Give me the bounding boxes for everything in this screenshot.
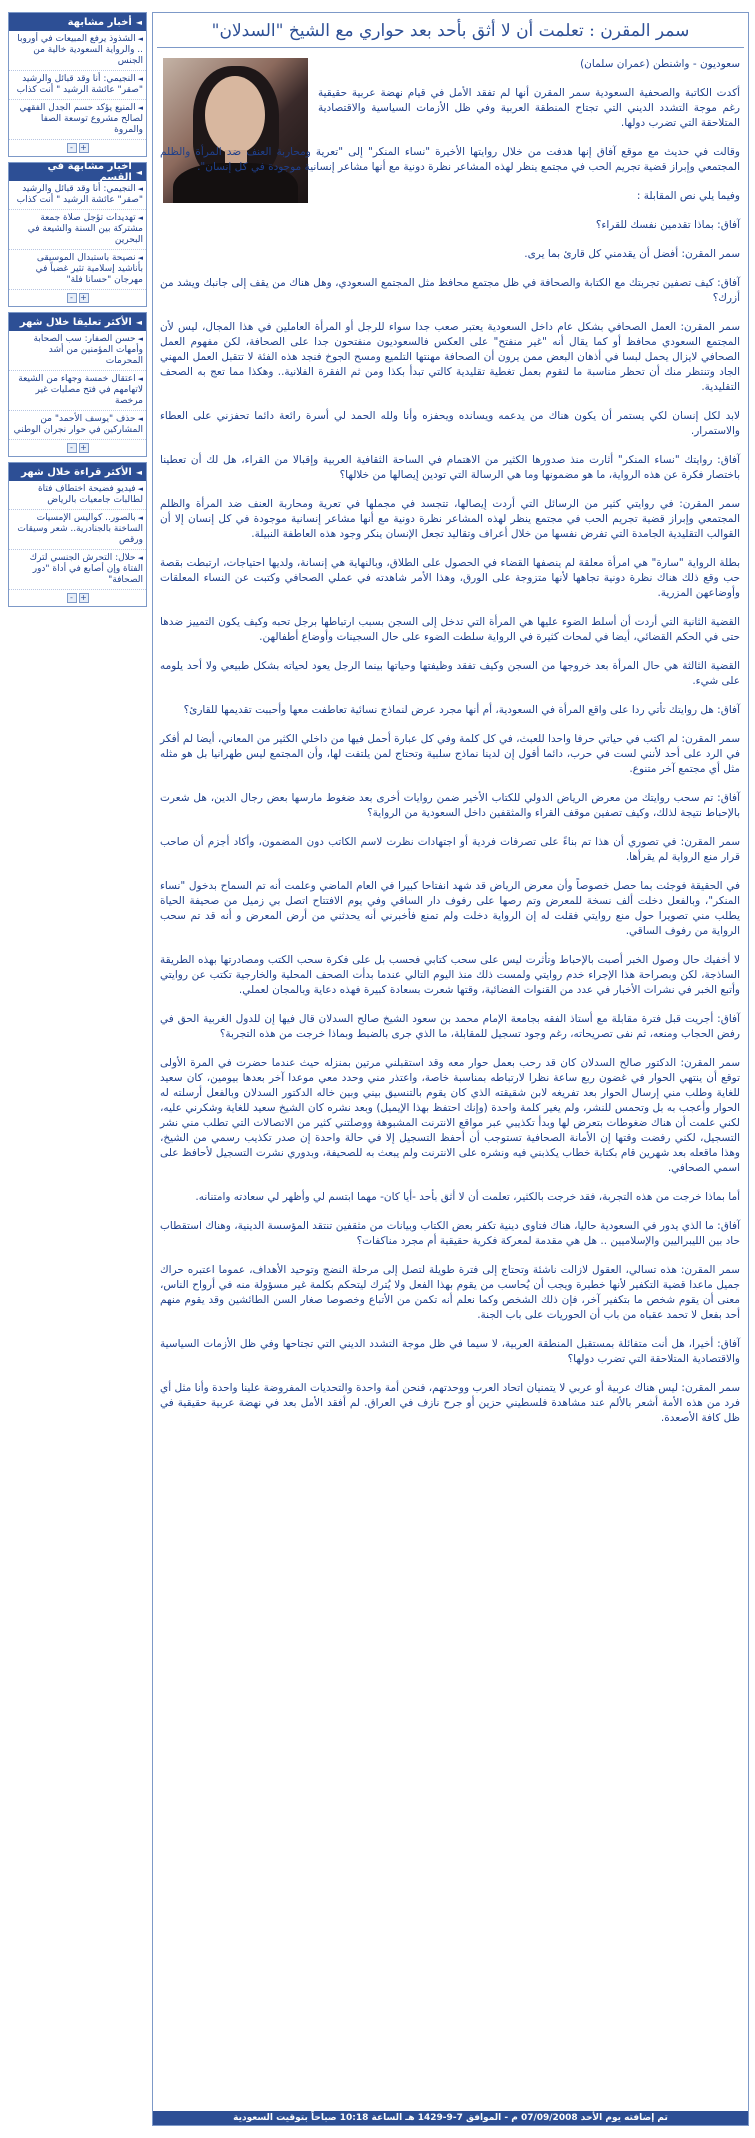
sidebar-link-text[interactable]: بالصور.. كواليس الإمسيات الساخنة بالجنادرية.. شعر وسيقات ورقص xyxy=(17,513,143,545)
article-panel xyxy=(152,12,749,2126)
article-paragraph: في الحقيقة فوجئت بما حصل خصوصاً وأن معرض الرياض قد شهد انفتاحا كبيرا في العام الماضي وعلمت أنه تم السماح بدخول "نساء المنكر"، وبالفعل دخلت ألف نسخة للمعرض وتم رصها على رفوف دار الساقي وفي يوم الافتتاح اتصل بي زميل من صحيفة الحياة يطلب مني تصويرا حول منع روايتي فقلت له إن الرواية دخلت ولم تمنع فأخبرني أنه يحدثني من أرض المعرض و أنه قد تم سحب الرواية من رفوف الساقي. xyxy=(160,880,740,937)
publish-footer: تم إضافته يوم الأحد 07/09/2008 م - الموافق 7-9-1429 هـ الساعة 10:18 صباحاً بتوقيت السعودية xyxy=(153,2111,748,2125)
bullet-icon: ◄ xyxy=(137,375,143,383)
article-paragraph: آفاق: ما الذي يدور في السعودية حاليا، هناك فتاوى دينية تكفر بعض الكتاب وبيانات من مثقفين تنتقد المؤسسة الدينية، وهناك استقطاب حاد بين الليبراليين والإسلاميين .. هل هي مقدمة لمعركة فكرية حقيقية أم مجرد مناكفات؟ xyxy=(160,1220,740,1247)
bullet-icon: ◄ xyxy=(137,104,143,112)
article-paragraph: آفاق: أجريت قبل فترة مقابلة مع أستاذ الفقه بجامعة الإمام محمد بن سعود الشيخ صالح السدلان قال فيها إن للدول الغربية الحق في رفض الحجاب ومنعه، ثم نفى تصريحاته، رغم وجود تسجيل للمقابلة، ما الذي جرى بالضبط وبماذا خرجت من هذه التجربة؟ xyxy=(160,1013,740,1040)
sidebar-section-most-read xyxy=(8,462,147,607)
sidebar-link-text[interactable]: حسن الصفار: سب الصحابة وأمهات المؤمنين من أشد المحرمات xyxy=(33,334,143,366)
article-paragraph: سمر المقرن: العمل الصحافي بشكل عام داخل السعودية يعتبر صعب جدا سواء للرجل أو المرأة العاملين في هذا المجال، ليس لأن المجتمع السعودي محافظ أو كما يقال أنه "غير منفتح" على العكس فالسعوديون منفتحون جدا على الصحافة، لكن مفهوم العمل الصحافي لايزال يحمل لبسا في أذهان البعض ممن يرون أن الصحافة مهنتها التلميع ومسح الجوخ فنجد هذه الفئة لا تتقبل العمل المهني الجاد وتنتظر منك أن تحظر مناسبة ما لتقوم بعمل تغطية تقليدية كالتي تبدأ بكذا ومن ثم الفقرة الفلانية.. وهكذا مما تعج به الصحف التقليدية. xyxy=(160,321,740,393)
arrow-left-icon: ◄ xyxy=(135,17,142,27)
sidebar-section-controls xyxy=(9,590,146,606)
sidebar-section-header xyxy=(9,313,146,331)
collapse-button[interactable]: - xyxy=(67,593,77,603)
sidebar-section-most-commented xyxy=(8,312,147,457)
article-paragraph: سمر المقرن: في تصوري أن هذا تم بناءً على تصرفات فردية أو اجتهادات نظرت لاسم الكاتب دون المضمون، وأكاد أجزم أن صاحب قرار منع الرواية لم يقرأها. xyxy=(160,836,740,863)
article-title: سمر المقرن : تعلمت أن لا أثق بأحد بعد حواري مع الشيخ "السدلان" xyxy=(157,13,744,48)
article-paragraph: سمر المقرن: ليس هناك عربية أو عربي لا يتمنيان اتحاد العرب ووحدتهم، فنحن أمة واحدة والتحديات المفروضة علينا واحدة وأنا مثل أي فرد من هذه الأمة أشعر بالألم عند مشاهدة فلسطيني حزين أو جرح نازف في العراق. لم أفقد الأمل بعد في نهضة عربية حقيقية في ظل كافة الأصعدة. xyxy=(160,1382,740,1424)
collapse-button[interactable]: - xyxy=(67,443,77,453)
sidebar-link[interactable] xyxy=(9,331,146,371)
sidebar-link[interactable] xyxy=(9,371,146,411)
article-paragraph: وقالت في حديث مع موقع آفاق إنها هدفت من خلال روايتها الأخيرة "نساء المنكر" إلى "تعرية ومحاربة العنف ضد المرأة والظلم المجتمعي وإبراز قضية تجريم الحب في مجتمع ينظر لهذه المشاعر نظرة دونية مع أنها مشاعر إنسانية موجودة في كل إنسان". xyxy=(160,146,740,173)
sidebar-link[interactable] xyxy=(9,181,146,210)
bullet-icon: ◄ xyxy=(137,214,143,222)
article-paragraph: القضية الثالثة هي حال المرأة بعد خروجها من السجن وكيف تفقد وظيفتها وحياتها بينما الرجل يعود لحياته بشكل طبيعي ولا أحد يلومه على شيء. xyxy=(160,660,740,687)
sidebar-link[interactable] xyxy=(9,411,146,440)
bullet-icon: ◄ xyxy=(137,185,143,193)
bullet-icon: ◄ xyxy=(137,35,143,43)
sidebar-link[interactable] xyxy=(9,481,146,510)
sidebar-link-text[interactable]: اعتقال خمسة وجهاء من الشيعة لاتهامهم في فتح مصليات غير مرخصة xyxy=(18,374,143,406)
bullet-icon: ◄ xyxy=(137,254,143,262)
sidebar-section-controls xyxy=(9,290,146,306)
sidebar-link[interactable] xyxy=(9,100,146,140)
article-paragraph: آفاق: بماذا تقدمين نفسك للقراء؟ xyxy=(595,219,740,231)
bullet-icon: ◄ xyxy=(137,554,143,562)
section-title: أخبار مشابهة xyxy=(67,16,132,28)
dateline: سعوديون - واشنطن (عمران سلمان) xyxy=(580,58,740,70)
sidebar-link-text[interactable]: النجيمي: أنا وقد قبائل والرشيد "صقر" عائشة الرشيد " أنت كذاب xyxy=(16,74,143,95)
article-paragraph: لابد لكل إنسان لكي يستمر أن يكون هناك من يدعمه ويسانده ويحفزه وأنا ولله الحمد لي أسرة رائعة دائما تحفزني على العطاء والاستمرار. xyxy=(160,410,740,437)
bullet-icon: ◄ xyxy=(137,415,143,423)
section-title: الأكثر تعليقا خلال شهر xyxy=(19,316,132,328)
sidebar-link[interactable] xyxy=(9,31,146,71)
article-body xyxy=(160,57,740,1440)
sidebar-link-text[interactable]: النجيمي: أنا وقد قبائل والرشيد "صقر" عائشة الرشيد " أنت كذاب xyxy=(16,184,143,205)
article-paragraph: سمر المقرن: في روايتي كثير من الرسائل التي أردت إيصالها، تتجسد في مجملها في تعرية ومحاربة العنف ضد المرأة والظلم المجتمعي وإبراز قضية تجريم الحب في مجتمع ينظر لهذه المشاعر نظرة دونية مع أنها مشاعر إنسانية موجودة في كل إنسان إلا أن القوالب التقليدية الجامدة التي تفرض نفسها من خلال أعراف وتقاليد تجعل الإنسان ينكر وجود هذه العاطفة النبيلة. xyxy=(160,498,740,540)
arrow-left-icon: ◄ xyxy=(135,467,142,477)
sidebar-link[interactable] xyxy=(9,250,146,290)
article-paragraph: لا أخفيك حال وصول الخبر أصبت بالإحباط وتأثرت ليس على سحب كتابي فحسب بل على فكرة سحب الكتب ومصادرتها بهذه الطريقة الساذجة، لكن وبصراحة هذا الإجراء خدم روايتي ولمست ذلك منذ اليوم التالي عندما بدأت الصحف المحلية والخارجية تكتب عن روايتي وأتبع الخبر في نشرات الأخبار في عدد من القنوات الفضائية، وقتها شعرت بسعادة كبيرة فهذه دعاية وبالمجان لعملي. xyxy=(160,954,740,996)
bullet-icon: ◄ xyxy=(137,485,143,493)
article-paragraph: بطلة الرواية "سارة" هي امرأة معلقة لم ينصفها القضاء في الحصول على الطلاق، وبالنهاية هي إنسانة، ولديها احتياجات، ارتبطت بقصة حب وقع ذلك هناك نظرة دونية تجاهها لأنها متزوجة على الورق، وهذا الأمر شاهدته في عملي الصحافي وكتبت عن النساء المعلقات وأوضاعهن المزرية. xyxy=(160,557,740,599)
article-paragraph: آفاق: أخيرا، هل أنت متفائلة بمستقبل المنطقة العربية، لا سيما في ظل موجة التشدد الديني التي تجتاحها وفي ظل الأزمات السياسية والاقتصادية المتلاحقة التي تضرب دولها؟ xyxy=(160,1338,740,1365)
collapse-button[interactable]: - xyxy=(67,293,77,303)
sidebar-link[interactable] xyxy=(9,510,146,550)
collapse-button[interactable]: - xyxy=(67,143,77,153)
article-paragraph: سمر المقرن: أفضل أن يقدمني كل قارئ بما يرى. xyxy=(524,248,740,260)
sidebar-link[interactable] xyxy=(9,550,146,590)
article-paragraph: أكدت الكاتبة والصحفية السعودية سمر المقرن أنها لم تفقد الأمل في قيام نهضة عربية حقيقية رغم موجة التشدد الديني التي تجتاح المنطقة العربية وفي ظل الأزمات السياسية والاقتصادية المتلاحقة التي تضرب دولها. xyxy=(318,87,740,129)
sidebar-link-text[interactable]: نصيحة باستبدال الموسيقى بأناشيد إسلامية تثير غضباً في مهرجان "حسانا فلة" xyxy=(35,253,143,285)
bullet-icon: ◄ xyxy=(137,75,143,83)
article-paragraph: آفاق: تم سحب روايتك من معرض الرياض الدولي للكتاب الأخير ضمن روايات أخرى بعد ضغوط مارسها بعض رجال الدين، هل شعرت بالإحباط نتيجة لذلك، وكيف تصفين موقف القراء والمثقفين داخل السعودية من الرواية؟ xyxy=(160,792,740,819)
arrow-left-icon: ◄ xyxy=(135,317,142,327)
sidebar-link-text[interactable]: حذف "يوسف الأحمد" من المشاركين في حوار نجران الوطني xyxy=(13,414,143,435)
sidebar-link-text[interactable]: حلال: التحرش الجنسي لترك الفتاة وإن أصابع في أداة "دور الصحافة" xyxy=(29,553,143,585)
sidebar-section-header xyxy=(9,163,146,181)
expand-button[interactable]: + xyxy=(80,293,87,302)
sidebar-section-controls xyxy=(9,140,146,156)
sidebar-section-header xyxy=(9,463,146,481)
sidebar-section-similar-news xyxy=(8,12,147,157)
sidebar-section-controls xyxy=(9,440,146,456)
bullet-icon: ◄ xyxy=(137,514,143,522)
article-paragraph: وفيما يلي نص المقابلة : xyxy=(636,190,740,202)
arrow-left-icon: ◄ xyxy=(135,167,142,177)
sidebar-link-text[interactable]: المنيع يؤكد حسم الجدل الفقهي لصالح مشروع توسعة الصفا والمروة xyxy=(19,103,143,135)
expand-button[interactable]: + xyxy=(80,443,87,452)
sidebar-link[interactable] xyxy=(9,210,146,250)
sidebar xyxy=(8,12,147,612)
section-title: أخبار مشابهة في القسم xyxy=(47,161,132,183)
sidebar-link-text[interactable]: الشذوذ يرفع المبيعات في أوروبا .. والرواية السعودية خالية من الجنس xyxy=(17,34,143,66)
sidebar-link[interactable] xyxy=(9,71,146,100)
expand-button[interactable]: + xyxy=(80,143,87,152)
article-paragraph: القضية الثانية التي أردت أن أسلط الضوء عليها هي المرأة التي تدخل إلى السجن بسبب ارتباطها برجل تحبه وكيف يكون التمييز ضدها حتى في الحكم القضائي، أيضا في لمحات كثيرة في الرواية سلطت الضوء على حال السجينات وأوضاع أطفالهن. xyxy=(160,616,740,643)
article-paragraph: سمر المقرن: هذه تسالي، العقول لازالت ناشئة وتحتاج إلى فترة طويلة لتصل إلى مرحلة النضج وتوحيد الأهداف، عموما اعتبره حراك جميل ماعدا قضية التكفير لأنها خطيرة ويجب أن يُحاسب من يقوم بهذا الفعل ولا يُترك ليتحكم بكلمة غير مسؤولة منه في أرواح الناس، معنى أن يقوم شخص ما بتكفير آخر، فإن ذلك الشخص وكما نعلم أنه تكمن من الأتباع وخصوصا صغار السن الطائشين وقد يقوم منهم أحد بفعل لا تحمد عقباه من باب أن الحوريات على باب الجنة. xyxy=(160,1264,740,1321)
sidebar-link-text[interactable]: فيديو فضيحة اختطاف فتاة لطالبات جامعيات بالرياض xyxy=(37,484,143,505)
sidebar-section-header xyxy=(9,13,146,31)
article-paragraph: آفاق: هل روايتك تأتي ردا على واقع المرأة في السعودية، أم أنها مجرد عرض لنماذج نسائية تعاطفت معها وأحببت تقديمها للقارئ؟ xyxy=(183,704,740,716)
article-paragraph: أما بماذا خرجت من هذه التجربة، فقد خرجت بالكثير، تعلمت أن لا أثق بأحد -أيا كان- مهما ابتسم لي وأظهر لي سعادته وامتنانه. xyxy=(195,1191,740,1203)
article-paragraph: آفاق: روايتك "نساء المنكر" أثارت منذ صدورها الكثير من الاهتمام في الساحة الثقافية العربية وإقبالا من القراء، هل لك أن تعطينا باختصار فكرة عن هذه الرواية، ما هو مضمونها وما هي الرسالة التي تودين إيصالها من خلالها؟ xyxy=(160,454,740,481)
sidebar-section-similar-in-category xyxy=(8,162,147,307)
article-paragraph: آفاق: كيف تصفين تجربتك مع الكتابة والصحافة في ظل مجتمع محافظ مثل المجتمع السعودي، وهل هناك من يقف إلى جانبك ويشد من أزرك؟ xyxy=(160,277,740,304)
expand-button[interactable]: + xyxy=(80,593,87,602)
article-paragraph: سمر المقرن: لم اكتب في حياتي حرفا واحدا للعبث، في كل كلمة وفي كل عبارة أحمل فيها من داخلي الكثير من المعاني، أيضا لم أفكر في الرد على أحد لأنني لست في حرب، دائما أقول إن لدينا نماذج سلبية وتحتاج لمن يلتفت لها، وأن المجتمع ليس طهرانيا بل هو مثله مثل أي مجتمع آخر متنوع. xyxy=(160,733,740,775)
section-title: الأكثر قراءة خلال شهر xyxy=(21,466,132,478)
article-paragraph: سمر المقرن: الدكتور صالح السدلان كان قد رحب بعمل حوار معه وقد استقبلني مرتين بمنزله حيث عندما حضرت في المرة الأولى توقع أن ينتهي الحوار في غضون ربع ساعة نظرا لارتباطه بمناسبة خاصة، واعتذر مني وحدد معي موعدا آخر بعدها بيومين، كان سعيد للغاية وطلب مني إرسال الحوار بعد تفريغه لابن شقيقته الذي كان يقوم بالتنسيق بيني وبين خاله الدكتور السدلان وبالفعل أرسلته له الحوار وأعجب به بل وتحمس للنشر، ولم يغير كلمة واحدة (وإنك احتفظ بهذا الإيميل) وبعد نشره كان الشيخ سعيد للغاية وشكرني عليه، لكني علمت أن هناك ضغوطات بتعرض لها وبدأ تكذيبي عبر مواقع الانترنت المشبوهة ووصلتني كثير من الاتصالات التي تطلب مني نشر التسجيل، لكني رفضت وقتها إن الأمانة الصحافية تستوجب أن أحفظ التسجيل إلا في حالة واحدة إن صدر تكذيب رسمي من الشيخ، وهذا ماقعله بعد شهرين قام بكتابة خطاب يكذبني فيه ونشره على الانترنت ولم يبعث به للصحيفة، وبدوري نشرت التسجيل لأحافظ على اسمي الصحافي. xyxy=(160,1057,740,1174)
sidebar-link-text[interactable]: تهديدات تؤجل صلاة جمعة مشتركة بين السنة والشيعة في البحرين xyxy=(27,213,143,245)
bullet-icon: ◄ xyxy=(137,335,143,343)
